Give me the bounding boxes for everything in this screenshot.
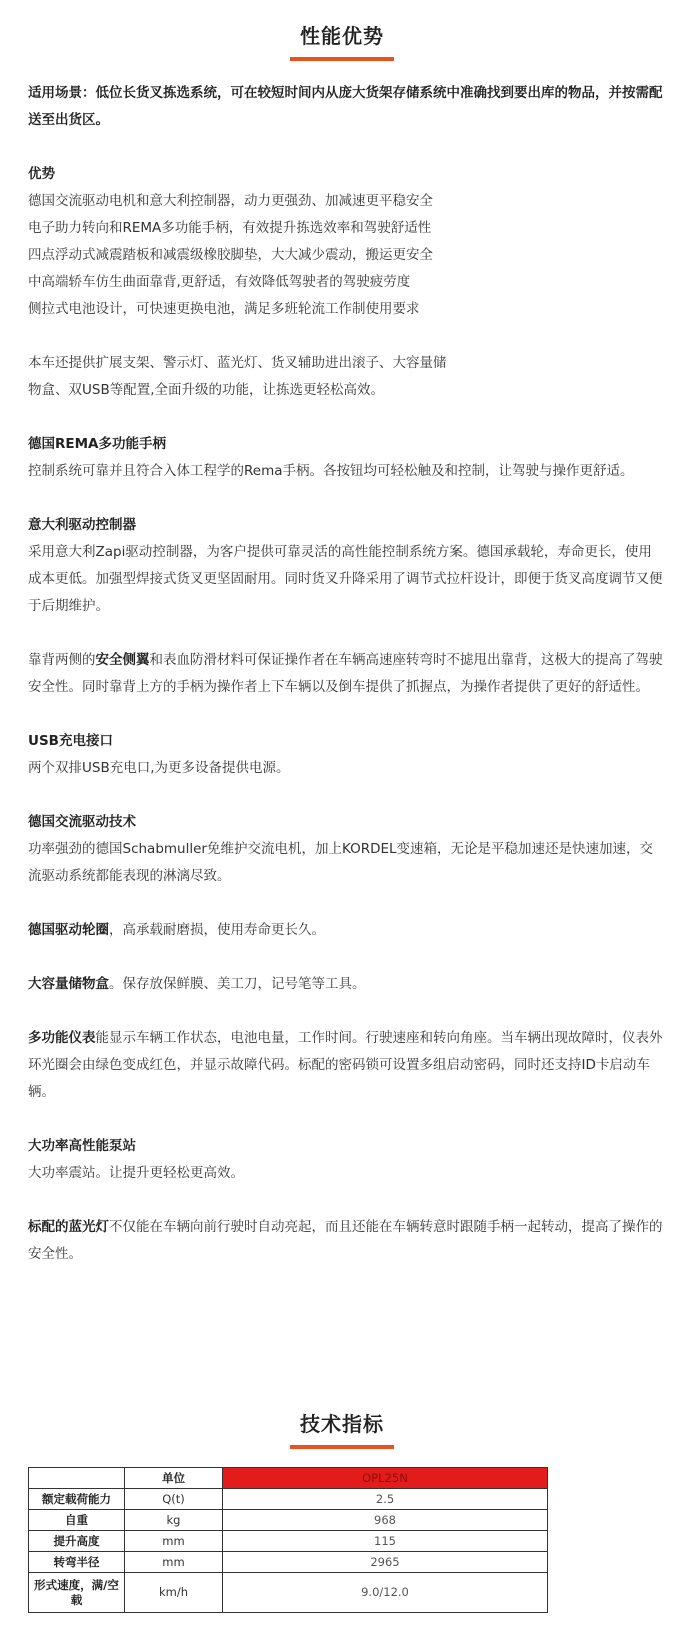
header-cell-model: OPL25N — [223, 1468, 548, 1489]
pump-heading: 大功率高性能泵站 — [28, 1138, 136, 1154]
row-unit: km/h — [125, 1573, 223, 1613]
advantages-extra: 本车还提供扩展支架、警示灯、蓝光灯、货叉辅助进出滚子、大容量储物盒、双USB等配置,全面升级的功能，让拣选更轻松高效。 — [28, 355, 447, 398]
table-header-row — [29, 1468, 548, 1489]
table-row — [29, 1489, 548, 1510]
row-unit: Q(t) — [125, 1489, 223, 1510]
row-value: 9.0/12.0 — [223, 1573, 548, 1613]
advantage-item: 四点浮动式减震踏板和减震级橡胶脚垫，大大减少震动，搬运更安全 — [28, 247, 433, 263]
dashboard-paragraph: 多功能仪表能显示车辆工作状态，电池电量，工作时间。行驶速座和转向角座。当车辆出现故障时，仪表外环光圈会由绿色变成红色，并显示故障代码。标配的密码锁可设置多组启动密码，同时还支持ID卡启动车辆。 — [28, 1030, 663, 1100]
title-underline — [290, 1445, 394, 1449]
zapi-heading: 意大利驱动控制器 — [28, 517, 136, 533]
row-unit: mm — [125, 1552, 223, 1573]
table-row — [29, 1573, 548, 1613]
section-title-specs — [0, 1408, 684, 1449]
row-value: 968 — [223, 1510, 548, 1531]
pump-text: 大功率震站。让提升更轻松更高效。 — [28, 1165, 244, 1181]
advantage-item: 德国交流驱动电机和意大利控制器，动力更强劲、加减速更平稳安全 — [28, 193, 433, 209]
section-title-advantages — [0, 20, 684, 61]
table-row — [29, 1552, 548, 1573]
usb-text: 两个双排USB充电口,为更多设备提供电源。 — [28, 760, 290, 776]
row-name: 转弯半径 — [29, 1552, 125, 1573]
row-value: 2.5 — [223, 1489, 548, 1510]
header-cell-unit: 单位 — [125, 1468, 223, 1489]
table-row — [29, 1531, 548, 1552]
advantages-heading: 优势 — [28, 166, 55, 182]
header-cell-name — [29, 1468, 125, 1489]
section-heading: 技术指标 — [300, 1412, 384, 1436]
rema-text: 控制系统可靠并且符合入体工程学的Rema手柄。各按钮均可轻松触及和控制，让驾驶与操作更舒适。 — [28, 463, 634, 479]
row-name: 额定载荷能力 — [29, 1489, 125, 1510]
row-name: 自重 — [29, 1510, 125, 1531]
storage-paragraph: 大容量储物盒。保存放保鲜膜、美工刀，记号笔等工具。 — [28, 976, 366, 992]
safety-paragraph: 靠背两侧的安全侧翼和表血防滑材料可保证操作者在车辆高速座转弯时不摅甩出靠背，这极大的提高了驾驶安全性。同时靠背上方的手柄为操作者上下车辆以及倒车提供了抓握点，为操作者提供了更好的舒适性。 — [28, 652, 663, 695]
rema-heading: 德国REMA多功能手柄 — [28, 436, 166, 452]
advantage-item: 电子助力转向和REMA多功能手柄，有效提升拣选效率和驾驶舒适性 — [28, 220, 432, 236]
row-name: 形式速度，满/空载 — [29, 1573, 125, 1613]
advantage-item: 中高端轿车仿生曲面靠背,更舒适，有效降低驾驶者的驾驶疲劳度 — [28, 274, 411, 290]
ac-drive-heading: 德国交流驱动技术 — [28, 814, 136, 830]
spec-table — [28, 1467, 548, 1613]
advantage-item: 侧拉式电池设计，可快速更换电池，满足多班轮流工作制使用要求 — [28, 301, 420, 317]
row-value: 2965 — [223, 1552, 548, 1573]
article-body — [28, 80, 664, 1268]
row-unit: kg — [125, 1510, 223, 1531]
zapi-text: 采用意大利Zapi驱动控制器，为客户提供可靠灵活的高性能控制系统方案。德国承载轮，寿命更长，使用成本更低。加强型焊接式货叉更坚固耐用。同时货叉升降采用了调节式拉杆设计，即便于货叉高度调节又便于后期维护。 — [28, 544, 663, 614]
ac-drive-text: 功率强劲的德国Schabmuller免维护交流电机，加上KORDEL变速箱，无论是平稳加速还是快速加速，交流驱动系统都能表现的淋漓尽致。 — [28, 841, 654, 884]
intro-paragraph: 适用场景：低位长货叉拣选系统，可在较短时间内从庞大货架存储系统中准确找到要出库的物品，并按需配送至出货区。 — [28, 85, 663, 128]
title-underline — [290, 57, 394, 61]
row-name: 提升高度 — [29, 1531, 125, 1552]
usb-heading: USB充电接口 — [28, 733, 113, 749]
wheel-paragraph: 德国驱动轮圈，高承载耐磨损，使用寿命更长久。 — [28, 922, 325, 938]
bluelight-paragraph: 标配的蓝光灯不仅能在车辆向前行驶时自动亮起，而且还能在车辆转意时跟随手柄一起转动，提高了操作的安全性。 — [28, 1219, 663, 1262]
section-heading: 性能优势 — [300, 24, 384, 48]
row-unit: mm — [125, 1531, 223, 1552]
table-row — [29, 1510, 548, 1531]
row-value: 115 — [223, 1531, 548, 1552]
